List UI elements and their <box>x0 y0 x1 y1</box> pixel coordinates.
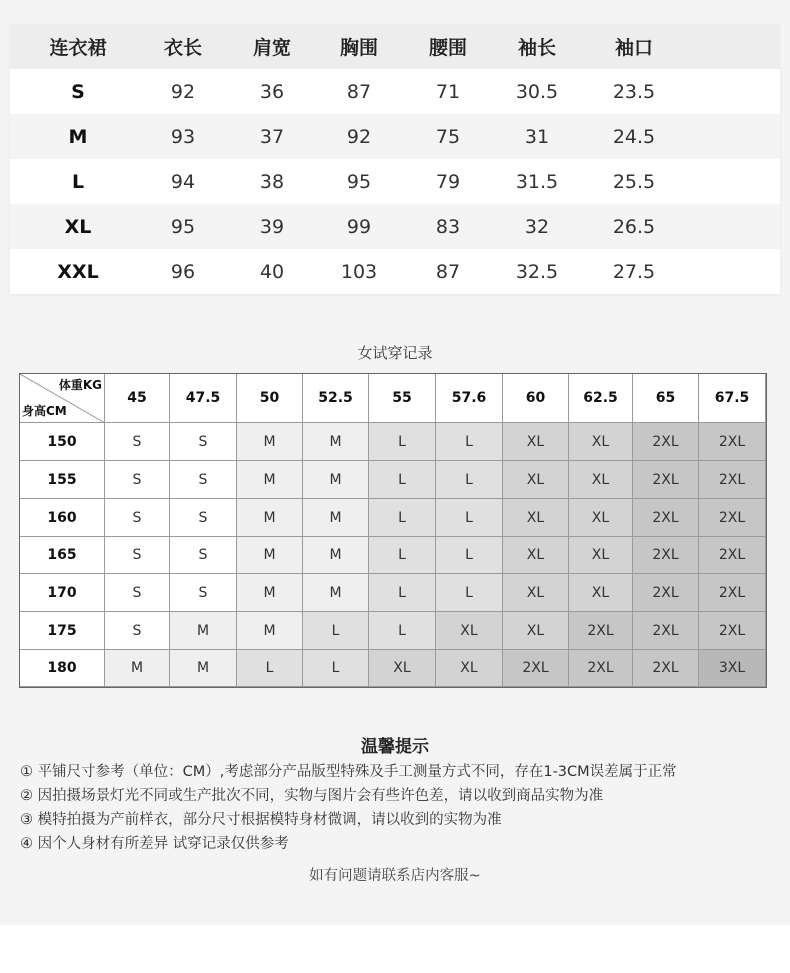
size-recommendation-cell: M <box>237 423 303 461</box>
size-recommendation-cell: L <box>237 650 303 687</box>
size-recommendation-cell: XL <box>369 650 436 687</box>
size-cell: 40 <box>259 260 285 283</box>
size-recommendation-cell: 2XL <box>633 461 699 499</box>
size-recommendation-cell: 2XL <box>503 650 569 687</box>
size-recommendation-cell: M <box>105 650 170 687</box>
size-recommendation-cell: 2XL <box>633 499 699 537</box>
size-recommendation-cell: 2XL <box>633 612 699 650</box>
size-cell: 31.5 <box>515 170 559 193</box>
size-recommendation-cell: XL <box>569 423 633 461</box>
size-recommendation-cell: XL <box>503 423 569 461</box>
size-cell: 87 <box>435 260 461 283</box>
size-recommendation-cell: S <box>105 423 170 461</box>
size-recommendation-cell: M <box>237 461 303 499</box>
size-header-cell: 肩宽 <box>252 37 291 59</box>
size-recommendation-cell: M <box>237 574 303 612</box>
size-cell: XXL <box>57 260 99 283</box>
size-cell: 75 <box>435 125 461 148</box>
size-row-L <box>10 159 780 204</box>
height-row-header: 150 <box>20 423 105 461</box>
size-cell: 23.5 <box>612 80 656 103</box>
size-recommendation-cell: 2XL <box>569 612 633 650</box>
size-recommendation-cell: M <box>303 537 369 574</box>
contact-note: 如有问题请联系店内客服~ <box>309 868 481 884</box>
weight-header-cell: 52.5 <box>303 374 369 423</box>
size-row-S <box>10 69 780 114</box>
tip-item-1: ① 平铺尺寸参考（单位：CM）,考虑部分产品版型特殊及手工测量方式不同，存在1-3CM误差属于正常 <box>20 764 677 780</box>
size-recommendation-cell: M <box>303 461 369 499</box>
size-recommendation-cell: M <box>303 423 369 461</box>
height-row-header: 170 <box>20 574 105 612</box>
size-recommendation-cell: S <box>170 461 237 499</box>
size-cell: 31 <box>524 125 550 148</box>
size-cell: 94 <box>170 170 196 193</box>
size-recommendation-cell: 2XL <box>699 423 766 461</box>
size-cell: 99 <box>346 215 372 238</box>
weight-header-cell: 67.5 <box>699 374 766 423</box>
size-recommendation-cell: L <box>436 499 503 537</box>
weight-header-cell: 60 <box>503 374 569 423</box>
size-recommendation-cell: S <box>170 499 237 537</box>
weight-header-cell: 47.5 <box>170 374 237 423</box>
size-cell: 79 <box>435 170 461 193</box>
size-recommendation-cell: S <box>105 461 170 499</box>
size-recommendation-cell: 3XL <box>699 650 766 687</box>
size-cell: 24.5 <box>612 125 656 148</box>
size-recommendation-cell: 2XL <box>633 574 699 612</box>
footer-band <box>0 925 790 973</box>
size-recommendation-cell: 2XL <box>633 423 699 461</box>
size-header-cell: 袖长 <box>517 37 556 59</box>
size-recommendation-cell: M <box>237 612 303 650</box>
size-recommendation-cell: M <box>170 612 237 650</box>
size-recommendation-cell: M <box>303 499 369 537</box>
size-recommendation-cell: M <box>303 574 369 612</box>
size-cell: 30.5 <box>515 80 559 103</box>
weight-header-cell: 65 <box>633 374 699 423</box>
height-axis-label: 身高CM <box>22 404 67 418</box>
size-recommendation-cell: XL <box>569 461 633 499</box>
size-row-XL <box>10 204 780 249</box>
size-cell: 95 <box>170 215 196 238</box>
size-cell: 37 <box>259 125 285 148</box>
size-cell: 26.5 <box>612 215 656 238</box>
size-recommendation-cell: XL <box>503 612 569 650</box>
size-recommendation-cell: XL <box>569 499 633 537</box>
size-header-cell: 袖口 <box>614 37 653 59</box>
size-recommendation-cell: S <box>105 574 170 612</box>
size-row-M <box>10 114 780 159</box>
size-row-XXL <box>10 249 780 294</box>
size-cell: 83 <box>435 215 461 238</box>
size-cell: M <box>68 125 88 148</box>
size-recommendation-cell: S <box>170 423 237 461</box>
tip-item-3: ③ 模特拍摄为产前样衣，部分尺寸根据模特身材微调，请以收到的实物为准 <box>20 812 502 828</box>
size-recommendation-cell: L <box>369 537 436 574</box>
size-recommendation-cell: 2XL <box>699 499 766 537</box>
size-recommendation-cell: M <box>237 537 303 574</box>
size-recommendation-cell: S <box>105 499 170 537</box>
size-recommendation-cell: 2XL <box>569 650 633 687</box>
size-cell: 103 <box>340 260 378 283</box>
size-recommendation-cell: L <box>303 612 369 650</box>
try-on-record-grid <box>19 373 767 688</box>
size-recommendation-cell: M <box>237 499 303 537</box>
weight-header-cell: 50 <box>237 374 303 423</box>
size-recommendation-cell: 2XL <box>699 612 766 650</box>
size-cell: 92 <box>170 80 196 103</box>
size-cell: 93 <box>170 125 196 148</box>
size-cell: 25.5 <box>612 170 656 193</box>
size-header-cell: 衣长 <box>163 37 202 59</box>
weight-header-cell: 55 <box>369 374 436 423</box>
size-recommendation-cell: XL <box>503 499 569 537</box>
tip-item-4: ④ 因个人身材有所差异 试穿记录仅供参考 <box>20 836 289 852</box>
size-recommendation-cell: XL <box>436 612 503 650</box>
height-row-header: 160 <box>20 499 105 537</box>
size-cell: XL <box>64 215 92 238</box>
size-recommendation-cell: L <box>369 461 436 499</box>
size-recommendation-cell: L <box>369 423 436 461</box>
size-header-cell: 腰围 <box>428 37 467 59</box>
size-recommendation-cell: L <box>436 537 503 574</box>
size-recommendation-cell: L <box>436 461 503 499</box>
weight-header-cell: 62.5 <box>569 374 633 423</box>
size-cell: 36 <box>259 80 285 103</box>
weight-header-cell: 57.6 <box>436 374 503 423</box>
size-cell: 27.5 <box>612 260 656 283</box>
size-cell: 92 <box>346 125 372 148</box>
size-cell: 95 <box>346 170 372 193</box>
size-recommendation-cell: XL <box>436 650 503 687</box>
size-recommendation-cell: XL <box>503 537 569 574</box>
size-recommendation-cell: L <box>303 650 369 687</box>
size-chart-table <box>10 24 780 294</box>
weight-header-cell: 45 <box>105 374 170 423</box>
size-recommendation-cell: XL <box>503 574 569 612</box>
height-row-header: 165 <box>20 537 105 574</box>
size-recommendation-cell: M <box>170 650 237 687</box>
size-header-cell: 连衣裙 <box>49 37 107 59</box>
grid-corner-header <box>20 374 105 423</box>
size-cell: 71 <box>435 80 461 103</box>
size-recommendation-cell: 2XL <box>633 650 699 687</box>
size-recommendation-cell: XL <box>569 574 633 612</box>
size-recommendation-cell: S <box>170 574 237 612</box>
try-on-record-title: 女试穿记录 <box>357 344 433 362</box>
size-cell: 96 <box>170 260 196 283</box>
size-cell: 32 <box>524 215 550 238</box>
size-cell: 87 <box>346 80 372 103</box>
tip-item-2: ② 因拍摄场景灯光不同或生产批次不同，实物与图片会有些许色差，请以收到商品实物为准 <box>20 788 604 804</box>
size-header-cell: 胸围 <box>339 37 378 59</box>
tips-title: 温馨提示 <box>361 737 429 757</box>
size-recommendation-cell: L <box>436 574 503 612</box>
size-recommendation-cell: S <box>105 612 170 650</box>
size-recommendation-cell: 2XL <box>633 537 699 574</box>
size-recommendation-cell: XL <box>569 537 633 574</box>
size-recommendation-cell: S <box>170 537 237 574</box>
size-recommendation-cell: 2XL <box>699 461 766 499</box>
weight-axis-label: 体重KG <box>58 378 102 392</box>
size-recommendation-cell: XL <box>503 461 569 499</box>
size-recommendation-cell: L <box>436 423 503 461</box>
size-recommendation-cell: S <box>105 537 170 574</box>
size-cell: 38 <box>259 170 285 193</box>
size-cell: 39 <box>259 215 285 238</box>
size-cell: S <box>71 80 85 103</box>
size-cell: 32.5 <box>515 260 559 283</box>
size-recommendation-cell: 2XL <box>699 574 766 612</box>
height-row-header: 155 <box>20 461 105 499</box>
height-row-header: 180 <box>20 650 105 687</box>
size-recommendation-cell: 2XL <box>699 537 766 574</box>
size-header-row <box>10 24 780 69</box>
tips-list <box>20 760 780 856</box>
size-recommendation-cell: L <box>369 499 436 537</box>
size-cell: L <box>71 170 85 193</box>
size-recommendation-cell: L <box>369 612 436 650</box>
height-row-header: 175 <box>20 612 105 650</box>
size-recommendation-cell: L <box>369 574 436 612</box>
